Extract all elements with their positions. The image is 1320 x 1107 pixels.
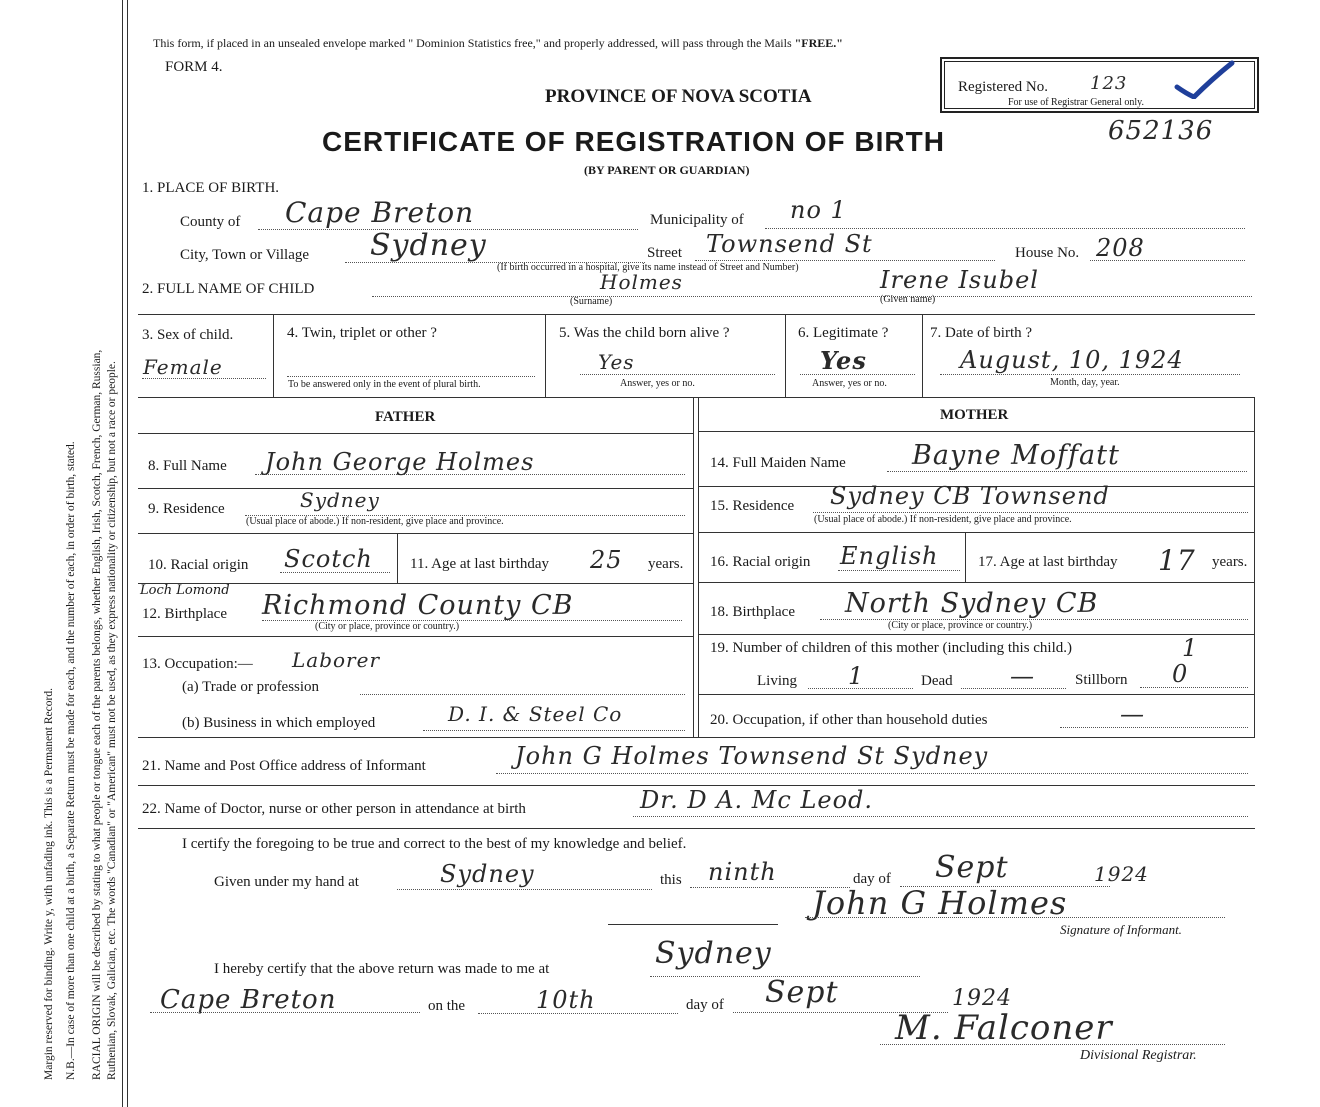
registrar-day-of-label: day of [686,997,724,1013]
mother-race-value: English [840,542,939,570]
registered-label: Registered No. [958,79,1048,95]
doctor-value: Dr. D A. Mc Leod. [640,786,874,814]
margin-rule [122,0,123,1107]
given-place-value: Sydney [440,860,535,888]
father-heading: FATHER [375,409,436,425]
legitimate-label: 6. Legitimate ? [798,325,889,341]
father-business-value: D. I. & Steel Co [448,702,623,726]
city-value: Sydney [370,228,487,263]
mother-heading: MOTHER [940,407,1009,423]
place-of-birth-heading: 1. PLACE OF BIRTH. [142,180,280,196]
mother-birthplace-label: 18. Birthplace [710,604,795,620]
father-race-label: 10. Racial origin [148,557,249,573]
father-business-label: (b) Business in which employed [182,715,376,731]
father-residence-label: 9. Residence [148,501,225,517]
dead-value: — [1010,662,1035,690]
father-race-value: Scotch [284,545,373,573]
mother-age-label: 17. Age at last birthday [978,554,1118,570]
street-label: Street [647,245,682,261]
child-name-label: 2. FULL NAME OF CHILD [142,281,315,297]
house-label: House No. [1015,245,1080,261]
day-of-label: day of [853,871,891,887]
living-label: Living [757,673,797,689]
mother-residence-note: (Usual place of abode.) If non-resident, give place and province. [814,514,1072,525]
father-occupation-label: 13. Occupation:— [142,656,253,672]
sex-label: 3. Sex of child. [142,327,234,343]
legitimate-note: Answer, yes or no. [812,378,887,389]
county-value: Cape Breton [285,196,475,229]
surname-note: (Surname) [570,296,613,307]
margin-note-racial: RACIAL ORIGIN will be described by stating to what people or tongue each of the parents belongs, whether English, Irish, Scotch, French, German, Russian, [91,349,103,1080]
surname-value: Holmes [600,270,683,294]
born-alive-label: 5. Was the child born alive ? [559,325,730,341]
certificate-subtitle: (BY PARENT OR GUARDIAN) [584,163,750,177]
street-note: (If birth occurred in a hospital, give its name instead of Street and Number) [497,262,799,273]
father-age-label: 11. Age at last birthday [410,556,549,572]
certify-statement: I certify the foregoing to be true and correct to the best of my knowledge and belief. [182,836,687,852]
stillborn-label: Stillborn [1075,672,1128,688]
street-value: Townsend St [706,230,873,258]
father-occupation-value: Laborer [292,648,381,672]
margin-note-binding: Margin reserved for binding. Write y, with unfading ink. This is a Permanent Record. [43,688,55,1080]
year-value: 1924 [1094,862,1149,886]
born-alive-value: Yes [598,350,635,374]
margin-rule-inner [127,0,128,1107]
dob-label: 7. Date of birth ? [930,325,1033,341]
father-residence-note: (Usual place of abode.) If non-resident, give place and province. [246,516,504,527]
given-name-note: (Given name) [880,294,936,305]
mother-residence-label: 15. Residence [710,498,795,514]
mother-occupation-value: — [1120,700,1145,728]
day-value: ninth [708,858,777,886]
registrar-place-value: Sydney [655,936,772,971]
twin-note: To be answered only in the event of plural birth. [288,379,481,390]
mother-children-value: 1 [1182,634,1199,662]
mother-race-label: 16. Racial origin [710,554,811,570]
municipality-label: Municipality of [650,212,744,228]
informant-signature-caption: Signature of Informant. [1060,922,1182,937]
on-the-label: on the [428,998,466,1014]
dead-label: Dead [921,673,953,689]
registered-value: 123 [1090,73,1128,94]
municipality-value: no 1 [790,196,847,224]
registrar-statement: I hereby certify that the above return was made to me at [214,961,550,977]
dob-note: Month, day, year. [1050,377,1120,388]
registrar-county-value: Cape Breton [160,985,337,1015]
county-label: County of [180,214,241,230]
legitimate-value: Yes [820,346,867,375]
mother-residence-value: Sydney CB Townsend [830,482,1110,510]
month-value: Sept [935,850,1009,885]
mother-birthplace-note: (City or place, province or country.) [888,620,1033,631]
stillborn-value: 0 [1172,660,1189,688]
father-birthplace-label: 12. Birthplace [142,606,227,622]
twin-label: 4. Twin, triplet or other ? [287,325,437,341]
mail-note: This form, if placed in an unsealed envelope marked " Dominion Statistics free," and properly addressed, will pass through the Mails "FREE." [153,36,843,50]
father-name-value: John George Holmes [265,448,535,476]
father-birthplace-extra: Loch Lomond [140,583,230,598]
father-years-label: years. [648,556,684,572]
registered-box [940,57,1259,113]
father-age-value: 25 [590,546,623,574]
mother-age-value: 17 [1158,544,1196,577]
living-value: 1 [848,662,865,690]
registrar-year-value: 1924 [952,986,1012,1011]
dob-value: August, 10, 1924 [960,346,1184,374]
father-birthplace-note: (City or place, province or country.) [315,621,460,632]
sex-value: Female [143,355,223,379]
certificate-title: CERTIFICATE OF REGISTRATION OF BIRTH [322,126,945,157]
born-alive-note: Answer, yes or no. [620,378,695,389]
given-name-value: Irene Isubel [880,266,1039,294]
mother-years-label: years. [1212,554,1248,570]
father-name-label: 8. Full Name [148,458,227,474]
this-label: this [660,872,682,888]
form-number: FORM 4. [165,59,223,75]
informant-label: 21. Name and Post Office address of Informant [142,758,426,774]
mother-occupation-label: 20. Occupation, if other than household duties [710,712,988,728]
house-value: 208 [1096,234,1145,262]
father-residence-value: Sydney [300,488,380,512]
registrar-month-value: Sept [765,975,839,1010]
margin-note-racial-cont: Ruthenian, Slovak, Galician, etc. The words "Canadian" or "American" must not be used, as they express nationality or citizenship, but not a race or people. [106,361,118,1080]
mother-birthplace-value: North Sydney CB [845,588,1099,619]
mother-name-value: Bayne Moffatt [912,440,1120,471]
given-label: Given under my hand at [214,874,359,890]
mother-children-label: 19. Number of children of this mother (including this child.) [710,640,1073,656]
registrar-note: For use of Registrar General only. [1008,97,1144,108]
margin-note-plural: N.B.—In case of more than one child at a birth, a Separate Return must be made for each, and the number of each, in order of birth, stated. [65,441,77,1080]
father-birthplace-value: Richmond County CB [262,590,574,621]
informant-value: John G Holmes Townsend St Sydney [515,742,989,770]
father-trade-label: (a) Trade or profession [182,679,320,695]
province-title: PROVINCE OF NOVA SCOTIA [545,86,812,107]
registrar-day-value: 10th [536,986,596,1014]
registrar-signature: M. Falconer [895,1008,1113,1048]
registrar-caption: Divisional Registrar. [1080,1048,1197,1063]
doctor-label: 22. Name of Doctor, nurse or other person in attendance at birth [142,801,526,817]
informant-signature: John G Holmes [812,884,1068,922]
file-number: 652136 [1108,116,1214,146]
mother-name-label: 14. Full Maiden Name [710,455,846,471]
city-label: City, Town or Village [180,247,310,263]
check-mark-icon [1172,59,1242,99]
